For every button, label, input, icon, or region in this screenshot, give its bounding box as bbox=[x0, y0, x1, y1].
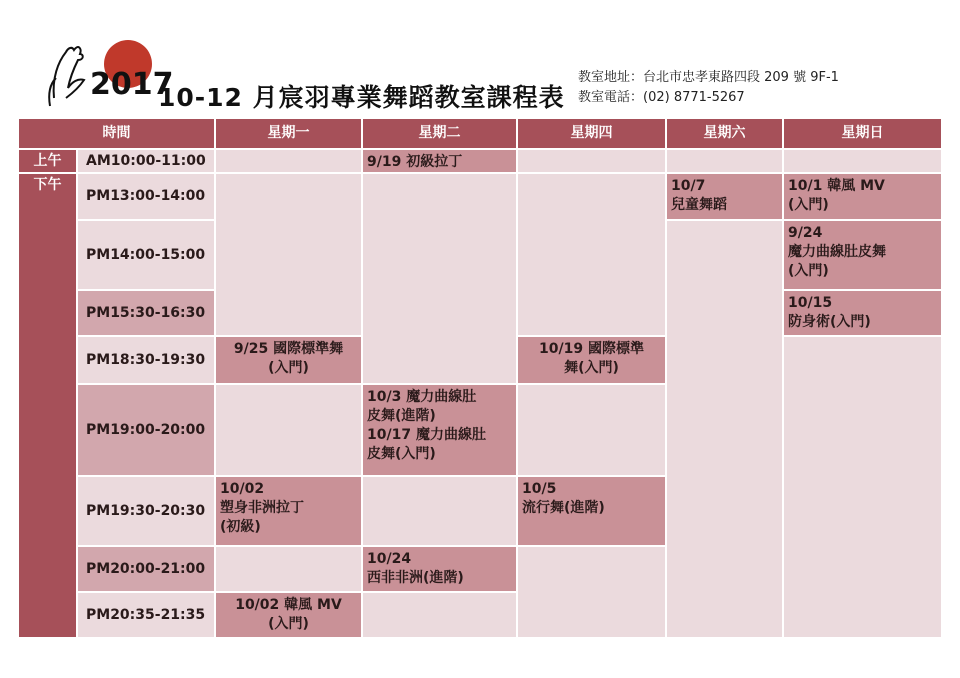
class-mon-1830[interactable]: 9/25 國際標準舞 (入門) bbox=[216, 337, 361, 383]
logo-year-text: 2017 bbox=[90, 67, 174, 102]
time-row-6: PM19:00-20:00 bbox=[78, 385, 214, 475]
class-tue-2000[interactable]: 10/24 西非非洲(進階) bbox=[363, 547, 516, 591]
page-header bbox=[0, 0, 960, 118]
rooster-logo-icon bbox=[44, 38, 174, 110]
class-tue-1900[interactable]: 10/3 魔力曲線肚 皮舞(進階) 10/17 魔力曲線肚 皮舞(入門) bbox=[363, 385, 516, 475]
thu-empty-1900 bbox=[518, 385, 665, 475]
col-header-mon: 星期一 bbox=[216, 119, 361, 148]
class-thu-1930[interactable]: 10/5 流行舞(進階) bbox=[518, 477, 665, 545]
col-header-thu: 星期四 bbox=[518, 119, 665, 148]
thu-empty-block bbox=[518, 174, 665, 335]
tue-empty-block bbox=[363, 174, 516, 383]
col-header-time: 時間 bbox=[19, 119, 214, 148]
class-sun-1300[interactable]: 10/1 韓風 MV (入門) bbox=[784, 174, 941, 219]
contact-info bbox=[578, 68, 839, 108]
class-tue-1000[interactable]: 9/19 初級拉丁 bbox=[363, 150, 516, 172]
time-row-2: PM13:00-14:00 bbox=[78, 174, 214, 219]
class-thu-1830[interactable]: 10/19 國際標準 舞(入門) bbox=[518, 337, 665, 383]
thu-empty-2000 bbox=[518, 547, 665, 637]
mon-empty-block bbox=[216, 174, 361, 335]
page-title: 10-12 月宸羽專業舞蹈教室課程表 bbox=[158, 83, 565, 112]
sat-empty-block bbox=[667, 221, 782, 637]
sat-empty-am bbox=[667, 150, 782, 172]
time-row-8: PM20:00-21:00 bbox=[78, 547, 214, 591]
tue-empty-2035 bbox=[363, 593, 516, 637]
time-row-1: AM10:00-11:00 bbox=[78, 150, 214, 172]
class-sat-1300[interactable]: 10/7 兒童舞蹈 bbox=[667, 174, 782, 219]
col-header-sat: 星期六 bbox=[667, 119, 782, 148]
sun-empty-block bbox=[784, 337, 941, 637]
mon-empty-2000 bbox=[216, 547, 361, 591]
schedule-table bbox=[19, 119, 941, 637]
time-row-3: PM14:00-15:00 bbox=[78, 221, 214, 289]
mon-empty-1900 bbox=[216, 385, 361, 475]
time-row-9: PM20:35-21:35 bbox=[78, 593, 214, 637]
class-sun-1400[interactable]: 9/24 魔力曲線肚皮舞 (入門) bbox=[784, 221, 941, 289]
col-header-sun: 星期日 bbox=[784, 119, 941, 148]
period-pm: 下午 bbox=[19, 174, 76, 637]
tue-empty-1930 bbox=[363, 477, 516, 545]
studio-address: 教室地址：台北市忠孝東路四段 209 號 9F-1 bbox=[578, 70, 839, 85]
class-sun-1530[interactable]: 10/15 防身術(入門) bbox=[784, 291, 941, 335]
col-header-tue: 星期二 bbox=[363, 119, 516, 148]
class-mon-2035[interactable]: 10/02 韓風 MV (入門) bbox=[216, 593, 361, 637]
period-am: 上午 bbox=[19, 150, 76, 172]
time-row-5: PM18:30-19:30 bbox=[78, 337, 214, 383]
mon-empty-am bbox=[216, 150, 361, 172]
class-mon-1930[interactable]: 10/02 塑身非洲拉丁 (初級) bbox=[216, 477, 361, 545]
sun-empty-am bbox=[784, 150, 941, 172]
time-row-4: PM15:30-16:30 bbox=[78, 291, 214, 335]
time-row-7: PM19:30-20:30 bbox=[78, 477, 214, 545]
thu-empty-am bbox=[518, 150, 665, 172]
studio-phone: 教室電話：(02) 8771-5267 bbox=[578, 90, 745, 105]
